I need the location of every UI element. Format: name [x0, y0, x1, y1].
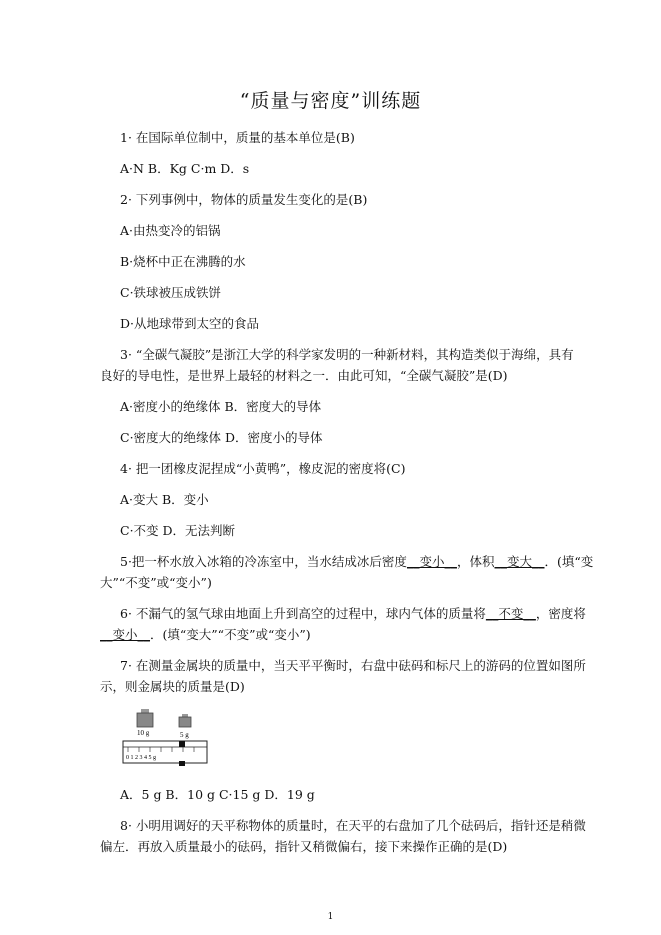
question-6-line-1	[120, 606, 586, 622]
question-2-option-d: D·从地球带到太空的食品	[120, 316, 259, 331]
question-8-line-2: 偏左．再放入质量最小的砝码，指针又稍微偏右，接下来操作正确的是(D)	[100, 839, 508, 854]
question-5-line-2: 大”“不变”或“变小”)	[100, 575, 212, 590]
question-3-options-2: C·密度大的绝缘体 D．密度小的导体	[120, 430, 323, 445]
question-5-text-mid: ，体积	[456, 554, 495, 569]
rider-top	[179, 741, 185, 747]
question-4-options-1: A·变大 B．变小	[120, 492, 209, 507]
question-5-text-pre: 5·把一杯水放入冰箱的冷冻室中，当水结成冰后密度	[120, 554, 407, 569]
weight-5g-icon	[179, 714, 191, 727]
weight-5g-label: 5 g	[180, 731, 189, 739]
page-title: “质量与密度”训练题	[239, 90, 422, 112]
question-2: 2· 下列事例中，物体的质量发生变化的是(B)	[120, 192, 368, 207]
question-5-line-1	[120, 554, 593, 570]
question-2-option-c: C·铁球被压成铁饼	[120, 285, 222, 300]
question-6-text-pre: 6· 不漏气的氢气球由地面上升到高空的过程中，球内气体的质量将	[120, 606, 486, 621]
question-4-options-2: C·不变 D．无法判断	[120, 523, 236, 538]
balance-figure	[120, 705, 210, 771]
question-2-option-a: A·由热变冷的铝锅	[120, 223, 221, 238]
question-4: 4· 把一团橡皮泥捏成“小黄鸭”，橡皮泥的密度将(C)	[120, 461, 406, 476]
weight-10g-icon	[137, 709, 153, 727]
question-3-line-2: 良好的导电性，是世界上最轻的材料之一．由此可知，“全碳气凝胶”是(D)	[100, 368, 508, 383]
question-8-line-1: 8· 小明用调好的天平称物体的质量时，在天平的右盘加了几个砝码后，指针还是稍微	[120, 818, 586, 833]
question-3-options-1: A·密度小的绝缘体 B．密度大的导体	[120, 399, 322, 414]
question-6-line-2	[100, 627, 311, 643]
question-3-line-1: 3· “全碳气凝胶”是浙江大学的科学家发明的一种新材料，其构造类似于海绵，具有	[120, 347, 574, 362]
question-7-line-1: 7· 在测量金属块的质量中，当天平平衡时，右盘中砝码和标尺上的游码的位置如图所	[120, 658, 586, 673]
question-6-text-post: ，密度将	[535, 606, 586, 621]
question-6-answer-1: __不变__	[485, 606, 536, 621]
question-2-option-b: B·烧杯中正在沸腾的水	[120, 254, 246, 269]
question-1: 1· 在国际单位制中，质量的基本单位是(B)	[120, 130, 355, 145]
question-1-options: A·N B．Kg C·m D．s	[120, 161, 250, 176]
rider-bottom	[179, 761, 185, 766]
question-5-answer-1: __变小__	[406, 554, 457, 569]
weight-10g-label: 10 g	[137, 729, 150, 737]
page-number: 1	[327, 912, 334, 922]
question-7-line-2: 示，则金属块的质量是(D)	[100, 679, 245, 694]
question-5-text-post: ．(填“变	[544, 554, 594, 569]
question-5-answer-2: __变大__	[494, 554, 545, 569]
balance-figure-svg	[120, 705, 210, 771]
question-6-text-line2: ．(填“变大”“不变”或“变小”)	[150, 627, 311, 642]
question-7-options: A．5 g B．10 g C·15 g D．19 g	[120, 787, 315, 802]
question-6-answer-2: __变小__	[100, 627, 151, 642]
scale-label: 0 1 2 3 4 5 g	[126, 755, 156, 761]
